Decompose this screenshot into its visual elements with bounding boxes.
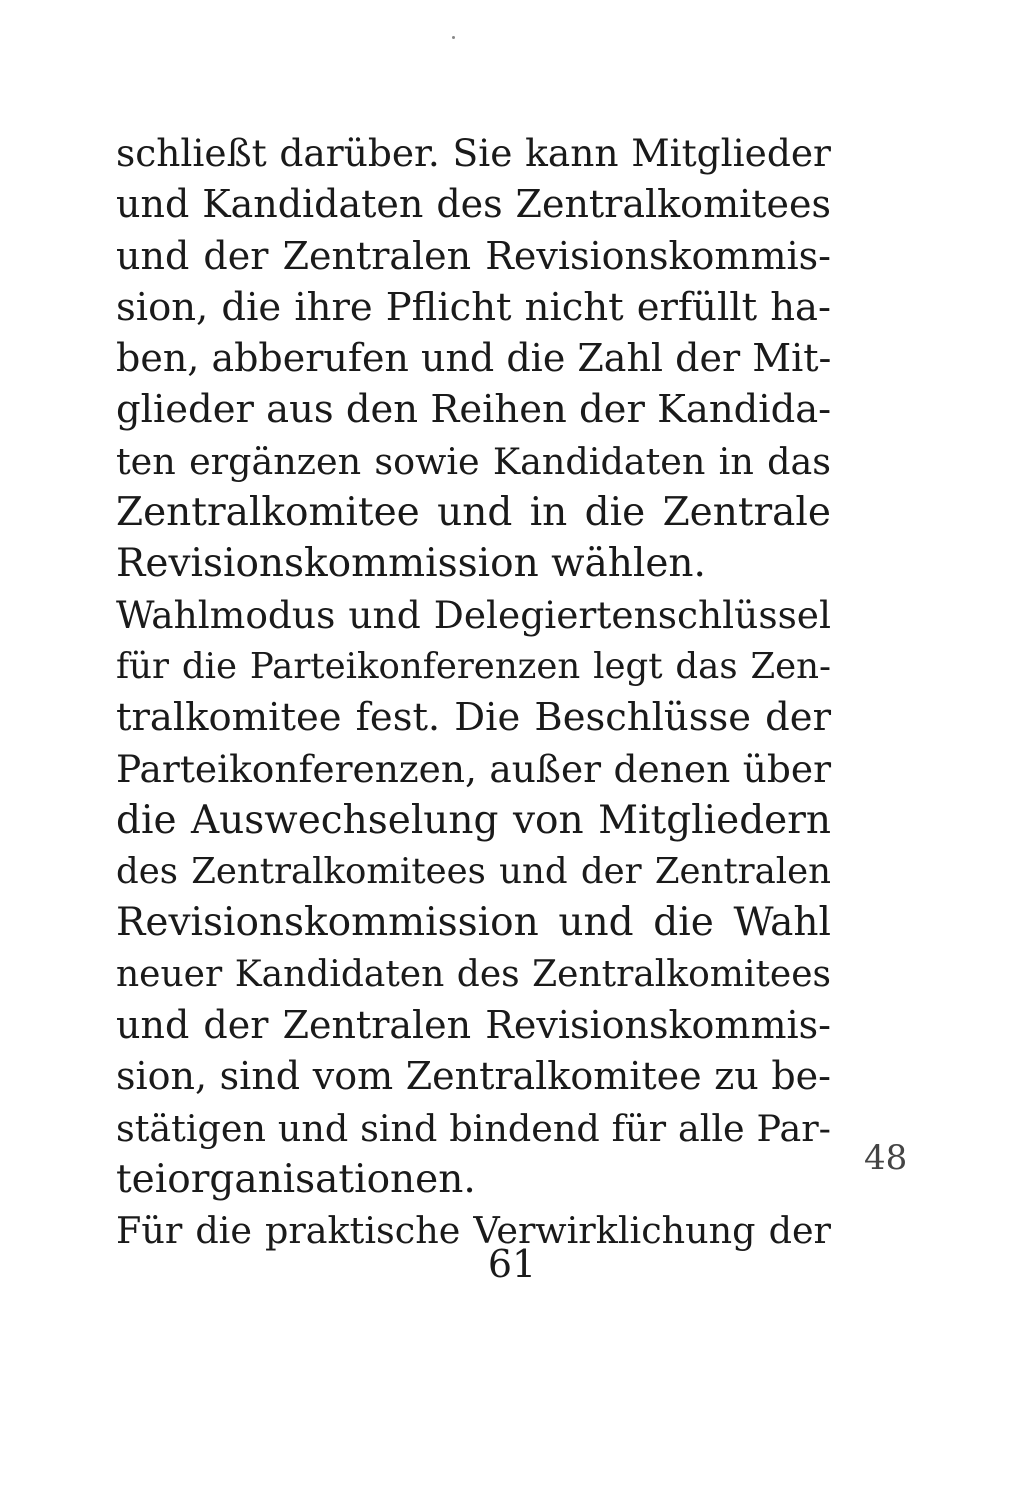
text-line: des Zentralkomitees und der Zentralen	[116, 851, 831, 893]
text-line: für die Parteikonferenzen legt das Zen-	[116, 645, 831, 687]
text-line: glieder aus den Reihen der Kandida-	[116, 387, 832, 433]
text-line: sion, die ihre Pflicht nicht erfüllt ha-	[116, 284, 831, 330]
print-speck	[452, 36, 455, 39]
text-line: und der Zentralen Revisionskommis-	[116, 233, 831, 278]
text-line: die Auswechselung von Mitgliedern	[116, 797, 831, 843]
text-line: teiorganisationen.	[116, 1156, 476, 1202]
text-line: Für die praktische Verwirklichung der	[116, 1209, 831, 1253]
text-line: Wahlmodus und Delegiertenschlüssel	[116, 592, 831, 637]
text-line: Zentralkomitee und in die Zentrale	[116, 490, 831, 536]
text-line: neuer Kandidaten des Zentralkomitees	[116, 953, 831, 995]
page-number: 61	[487, 1242, 537, 1286]
text-line: ten ergänzen sowie Kandidaten in das	[116, 439, 831, 483]
text-line: Parteikonferenzen, außer denen über	[116, 746, 831, 791]
body-text	[116, 128, 831, 1257]
text-line: Revisionskommission und die Wahl	[116, 900, 831, 946]
text-line: tralkomitee fest. Die Beschlüsse der	[116, 695, 831, 741]
text-line: und der Zentralen Revisionskommis-	[116, 1003, 831, 1048]
text-line: und Kandidaten des Zentralkomitees	[116, 182, 831, 227]
text-line: stätigen und sind bindend für alle Par-	[116, 1106, 831, 1150]
text-line: Revisionskommission wählen.	[116, 541, 706, 587]
text-line: sion, sind vom Zentralkomitee zu be-	[116, 1054, 831, 1099]
text-line: schließt darüber. Sie kann Mitglieder	[116, 131, 831, 175]
text-line: ben, abberufen und die Zahl der Mit-	[116, 336, 832, 381]
margin-paragraph-number: 48	[864, 1138, 908, 1178]
